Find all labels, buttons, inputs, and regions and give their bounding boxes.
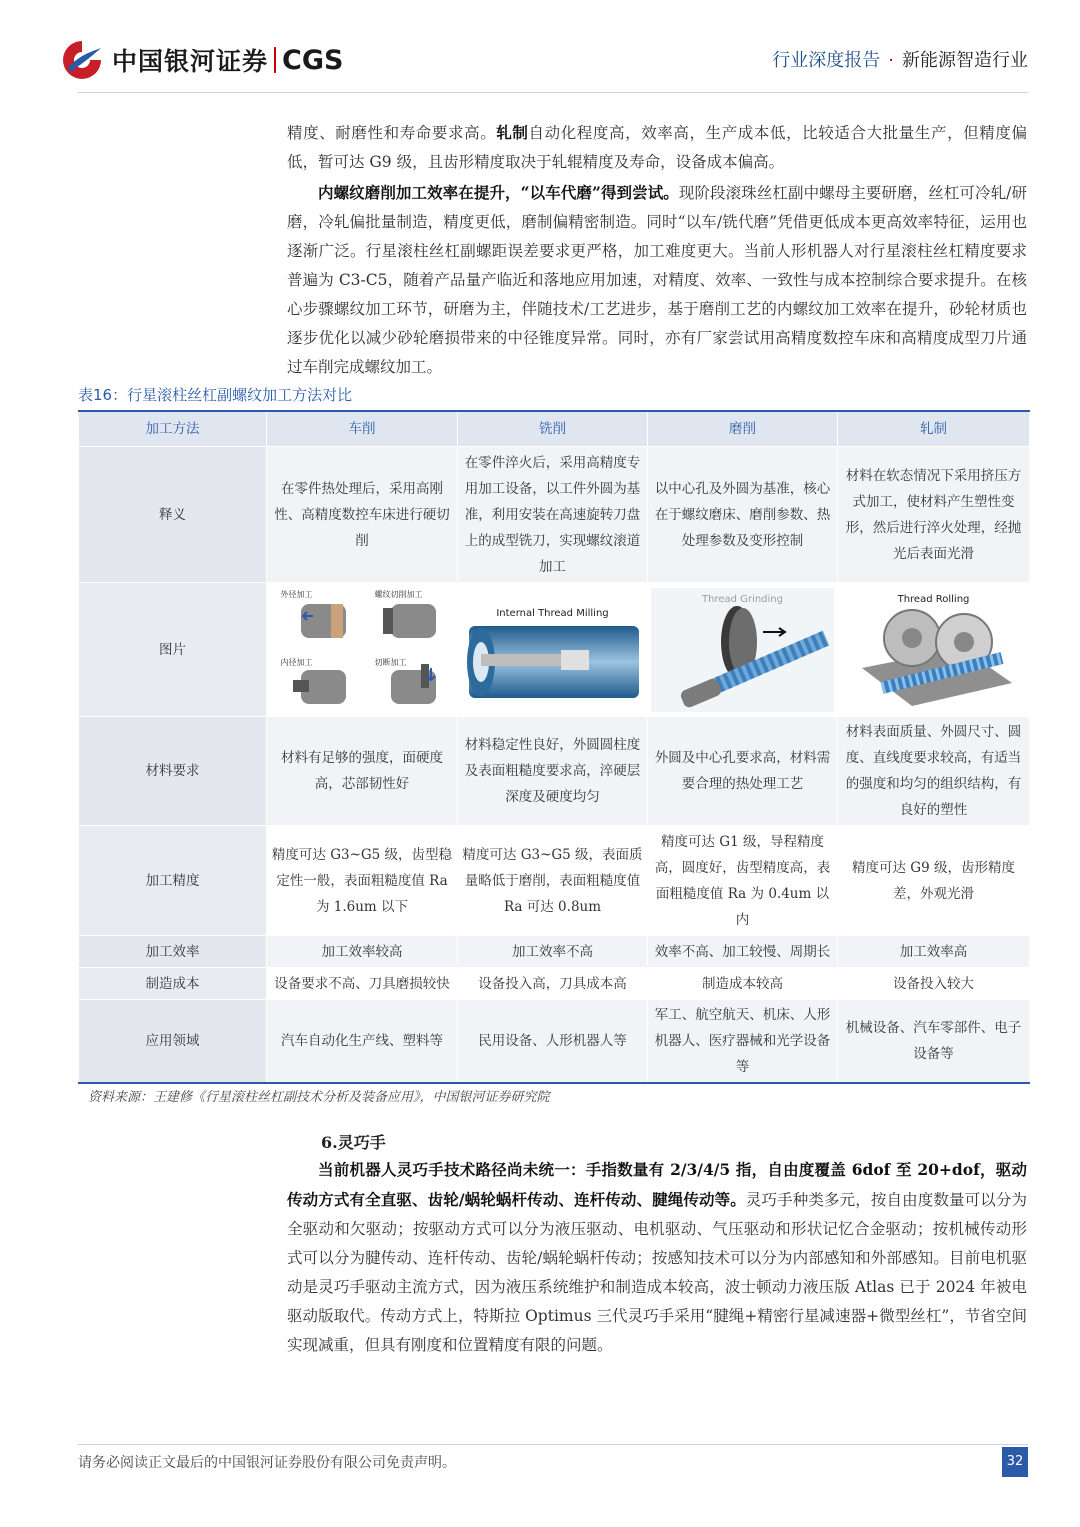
row-label: 制造成本: [79, 968, 267, 1000]
table-cell: 材料稳定性良好，外圆圆柱度及表面粗糙度要求高，淬硬层深度及硬度均匀: [458, 717, 648, 826]
comparison-table: [78, 410, 1030, 1084]
section-title: 6.灵巧手: [321, 1133, 386, 1152]
rolling-diagram: [842, 588, 1025, 712]
table-cell: 加工效率较高: [267, 936, 458, 968]
row-label: 加工效率: [79, 936, 267, 968]
section-bold: 当前机器人灵巧手技术路径尚未统一：手指数量有 2/3/4/5 指，自由度覆盖 6dof 至 20+dof，驱动传动方式有全直驱、齿轮/蜗轮蜗杆传动、连杆传动、腱绳传动等。: [287, 1160, 1027, 1209]
industry-name: 新能源智造行业: [902, 50, 1028, 71]
report-type: 行业深度报告: [772, 50, 881, 71]
row-label: 释义: [79, 447, 267, 583]
header-method: 加工方法: [79, 411, 267, 447]
footer-disclaimer: 请务必阅读正文最后的中国银河证券股份有限公司免责声明。: [78, 1455, 456, 1471]
table-cell: 精度可达 G9 级，齿形精度差，外观光滑: [838, 826, 1030, 936]
turning-label-cutoff: 切断加工: [374, 657, 407, 667]
table-cell: 精度可达 G3~G5 级，齿型稳定性一般，表面粗糙度值 Ra 为 1.6um 以下: [267, 826, 458, 936]
footer-divider: [78, 1444, 1028, 1445]
table-cell: 军工、航空航天、机床、人形机器人、医疗器械和光学设备等: [648, 1000, 838, 1084]
paragraph-dexterous-hand: [287, 1155, 1027, 1360]
section-text: 灵巧手种类多元，按自由度数量可以分为全驱动和欠驱动；按驱动方式可以分为液压驱动、电机驱动、气压驱动和形状记忆合金驱动；按机械传动形式可以分为腱传动、连杆传动、齿轮/蜗轮蜗杆传动；按感知技术可以分为内部感知和外部感知。目前电机驱动是灵巧手驱动主流方式，因为液压系统维护和制造成本较高，波士顿动力液压版 Atlas 已于 2024 年被电驱动版取代。传动方式上，特斯拉 Optimus 三代灵巧手采用“腱绳+精密行星减速器+微型丝杠”，节省空间实现减重，但具有刚度和位置精度有限的问题。: [287, 1191, 1027, 1354]
page-header: [0, 0, 1080, 95]
logo-divider: [274, 47, 276, 73]
para1-bold: 轧制: [496, 123, 529, 142]
table-header-row: [79, 411, 1030, 447]
paragraph-rolling: [287, 118, 1027, 177]
rolling-title: Thread Rolling: [897, 593, 970, 605]
table-cell: 材料表面质量、外圆尺寸、圆度、直线度要求较高，有适当的强度和均匀的组织结构，有良好的塑性: [838, 717, 1030, 826]
table-cell: 机械设备、汽车零部件、电子设备等: [838, 1000, 1030, 1084]
image-cell-turning: [267, 583, 458, 717]
table-caption: 表16：行星滚柱丝杠副螺纹加工方法对比: [78, 386, 353, 404]
cgs-logo: [60, 38, 343, 82]
table-row-definition: [79, 447, 1030, 583]
header-rolling: 轧制: [838, 411, 1030, 447]
header-grinding: 磨削: [648, 411, 838, 447]
para2-bold: 内螺纹磨削加工效率在提升，“以车代磨”得到尝试。: [318, 183, 679, 202]
turning-label-inner: 内径加工: [280, 657, 313, 667]
para1-text-a: 精度、耐磨性和寿命要求高。: [287, 124, 497, 142]
table-cell: 设备投入较大: [838, 968, 1030, 1000]
table-cell: 制造成本较高: [648, 968, 838, 1000]
rolling-drawing: [842, 588, 1025, 712]
table-cell: 在零件淬火后，采用高精度专用加工设备，以工件外圆为基准，利用安装在高速旋转刀盘上的成型铣刀，实现螺纹滚道加工: [458, 447, 648, 583]
table-cell: 加工效率高: [838, 936, 1030, 968]
milling-drawing: [461, 588, 644, 712]
para1-text-b: 自动化程度高，效率高，生产成本低，比较适合大批量生产，但精度偏低，暂可达 G9 级，且齿形精度取决于轧辊精度及寿命，设备成本偏高。: [287, 124, 1027, 171]
row-label: 材料要求: [79, 717, 267, 826]
row-label: 应用领域: [79, 1000, 267, 1084]
table-row-precision: [79, 826, 1030, 936]
header-divider: [78, 92, 1028, 93]
table-row-images: [79, 583, 1030, 717]
milling-title: Internal Thread Milling: [496, 607, 609, 619]
table-cell: 加工效率不高: [458, 936, 648, 968]
table-cell: 精度可达 G3~G5 级，表面质量略低于磨削，表面粗糙度值 Ra 可达 0.8um: [458, 826, 648, 936]
turning-label-thread: 螺纹切削加工: [374, 589, 423, 599]
logo-cn-text: 中国银河证券: [112, 47, 269, 76]
paragraph-internal-grinding: [287, 178, 1027, 382]
table-source: 资料来源：王建修《行星滚柱丝杠副技术分析及装备应用》，中国银河证券研究院: [88, 1090, 550, 1105]
table-cell: 设备要求不高、刀具磨损较快: [267, 968, 458, 1000]
grinding-diagram: [651, 588, 834, 712]
table-row-cost: [79, 968, 1030, 1000]
table-cell: 设备投入高，刀具成本高: [458, 968, 648, 1000]
header-turning: 车削: [267, 411, 458, 447]
table-cell: 材料在软态情况下采用挤压方式加工，使材料产生塑性变形，然后进行淬火处理，经抛光后表面光滑: [838, 447, 1030, 583]
table-cell: 精度可达 G1 级，导程精度高，圆度好，齿型精度高，表面粗糙度值 Ra 为 0.4um 以内: [648, 826, 838, 936]
row-label: 图片: [79, 583, 267, 717]
turning-drawing: [271, 588, 454, 712]
page-number: 32: [1002, 1447, 1028, 1477]
table-cell: 在零件热处理后，采用高刚性、高精度数控车床进行硬切削: [267, 447, 458, 583]
report-category: [772, 46, 1028, 72]
table-cell: 材料有足够的强度，面硬度高，芯部韧性好: [267, 717, 458, 826]
logo-en-text: CGS: [282, 44, 344, 76]
separator-dot: ·: [888, 50, 894, 71]
image-cell-milling: [458, 583, 648, 717]
table-cell: 以中心孔及外圆为基准，核心在于螺纹磨床、磨削参数、热处理参数及变形控制: [648, 447, 838, 583]
turning-label-outer: 外径加工: [280, 589, 313, 599]
table-cell: 汽车自动化生产线、塑料等: [267, 1000, 458, 1084]
table-row-material: [79, 717, 1030, 826]
turning-diagram: [271, 588, 454, 712]
milling-diagram: [461, 588, 644, 712]
table-row-application: [79, 1000, 1030, 1084]
table-row-efficiency: [79, 936, 1030, 968]
grinding-drawing: [651, 588, 834, 712]
table-cell: 外圆及中心孔要求高，材料需要合理的热处理工艺: [648, 717, 838, 826]
cgs-logo-icon: [60, 38, 104, 82]
para2-text: 现阶段滚珠丝杠副中螺母主要研磨，丝杠可冷轧/研磨，冷轧偏批量制造，精度更低，磨制偏精密制造。同时“以车/铣代磨”凭借更低成本更高效率特征，运用也逐渐广泛。行星滚柱丝杠副螺距误差要求更严格，加工难度更大。当前人形机器人对行星滚柱丝杠精度要求普遍为 C3-C5，随着产品量产临近和落地应用加速，对精度、效率、一致性与成本控制综合要求提升。在核心步骤螺纹加工环节，研磨为主，伴随技术/工艺进步，基于磨削工艺的内螺纹加工效率在提升，砂轮材质也逐步优化以减少砂轮磨损带来的中径锥度异常。同时，亦有厂家尝试用高精度数控车床和高精度成型刀片通过车削完成螺纹加工。: [287, 184, 1027, 376]
row-label: 加工精度: [79, 826, 267, 936]
table-cell: 效率不高、加工较慢、周期长: [648, 936, 838, 968]
table-cell: 民用设备、人形机器人等: [458, 1000, 648, 1084]
header-milling: 铣削: [458, 411, 648, 447]
image-cell-rolling: [838, 583, 1030, 717]
image-cell-grinding: [648, 583, 838, 717]
